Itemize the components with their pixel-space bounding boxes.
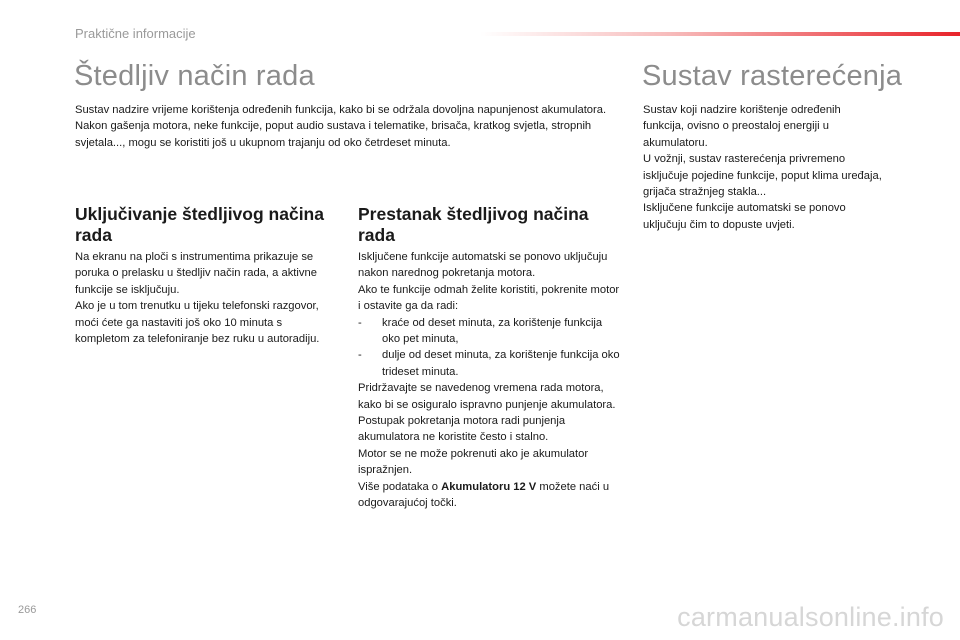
page-title-load-shedding: Sustav rasterećenja <box>642 60 903 92</box>
heading-deactivation: Prestanak štedljivog načina rada <box>358 204 589 245</box>
intro-line-1: Sustav nadzire vrijeme korištenja određenih funkcija, kako bi se održala dovoljna napunjenost akumulatora. <box>75 104 607 116</box>
activation-text <box>75 249 330 347</box>
header-accent-bar <box>480 32 960 36</box>
load-shedding-text <box>643 102 883 233</box>
deactivation-line-2: Ako te funkcije odmah želite koristiti, pokrenite motor i ostavite ga da radi: <box>358 283 620 313</box>
load-shedding-line-2: U vožnji, sustav rasterećenja privremeno isključuje pojedine funkcije, poput klima uređaja, grijača stražnjeg stakla... <box>643 153 882 199</box>
load-shedding-line-1: Sustav koji nadzire korištenje određenih funkcija, ovisno o preostaloj energiji u akumulatoru. <box>643 104 841 149</box>
deactivation-line-3: Pridržavajte se navedenog vremena rada motora, kako bi se osiguralo ispravno punjenje akumulatora. <box>358 382 616 411</box>
bullet-text: kraće od deset minuta, za korištenje funkcija oko pet minuta, <box>382 316 603 346</box>
activation-line-1: Na ekranu na ploči s instrumentima prikazuje se poruka o prelasku u štedljiv način rada, a aktivne funkcije se isključuju. <box>75 251 317 296</box>
intro-paragraph <box>75 102 610 151</box>
activation-line-2: Ako je u tom trenutku u tijeku telefonski razgovor, moći ćete ga nastaviti još oko 10 minuta s kompletom za telefoniranje bez ruku u autoradiju. <box>75 300 320 346</box>
bullet-item: - kraće od deset minuta, za korištenje funkcija oko pet minuta, <box>358 315 620 348</box>
heading-activation: Uključivanje štedljivog načina rada <box>75 204 324 245</box>
deactivation-line-5: Motor se ne može pokrenuti ako je akumulator ispražnjen. <box>358 447 589 477</box>
load-shedding-line-3: Isključene funkcije automatski se ponovo uključuju čim to dopuste uvjeti. <box>643 202 846 231</box>
intro-line-2: Nakon gašenja motora, neke funkcije, poput audio sustava i telematike, brisača, kratkog svjetla, stropnih svjetala..., mogu se koristiti još u ukupnom trajanju od oko četrdeset minuta. <box>75 120 592 149</box>
watermark: carmanualsonline.info <box>677 602 944 632</box>
battery-reference: Akumulatoru 12 V <box>441 480 537 493</box>
page-title-economy-mode: Štedljiv način rada <box>74 60 315 92</box>
deactivation-text <box>358 249 620 512</box>
page-number: 266 <box>18 604 37 616</box>
deactivation-line-4: Postupak pokretanja motora radi punjenja akumulatora ne koristite često i stalno. <box>358 415 566 444</box>
section-header: Praktične informacije <box>75 26 196 41</box>
deactivation-line-1: Isključene funkcije automatski se ponovo uključuju nakon narednog pokretanja motora. <box>358 251 608 280</box>
more-info-line: Više podataka o Akumulatoru 12 V možete naći u odgovarajućoj točki. <box>358 480 610 510</box>
bullet-text: dulje od deset minuta, za korištenje funkcija oko trideset minuta. <box>382 349 620 378</box>
bullet-item: - dulje od deset minuta, za korištenje funkcija oko trideset minuta. <box>358 347 620 380</box>
